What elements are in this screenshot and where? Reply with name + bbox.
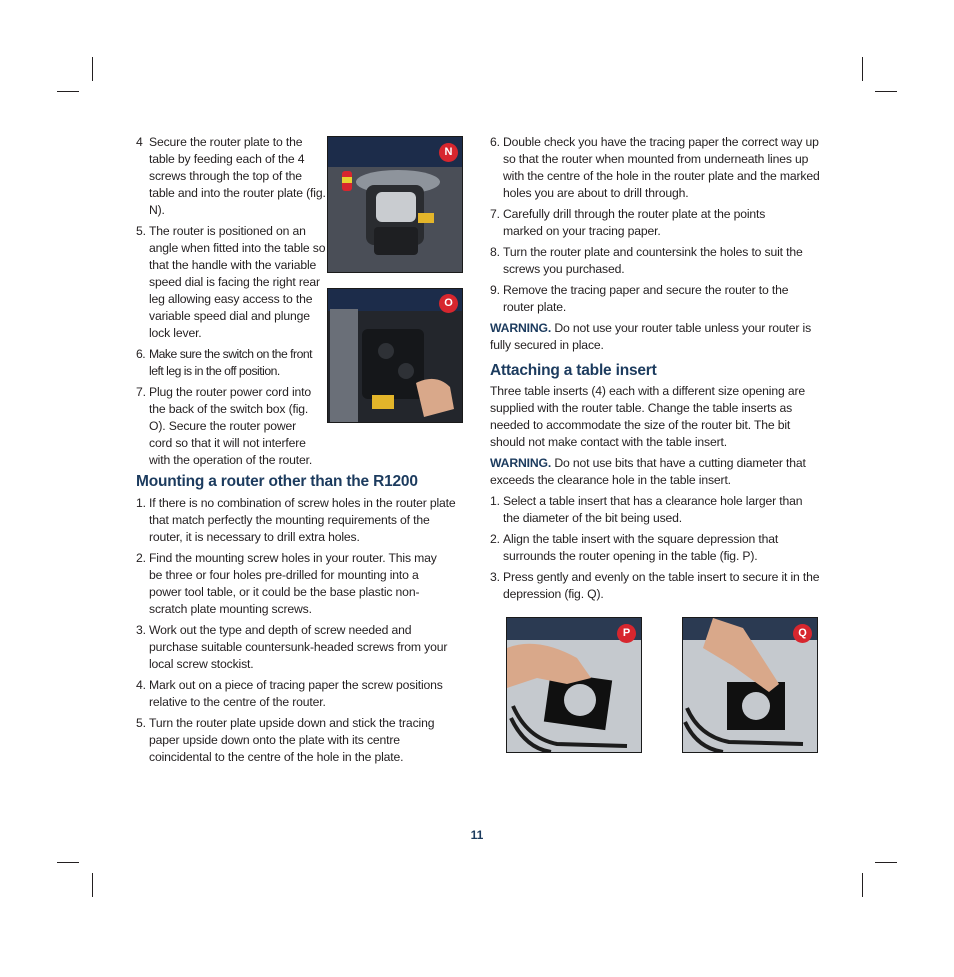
list-item [490,569,822,603]
crop-mark [875,862,897,863]
item-text: Double check you have the tracing paper the correct way up so that the router when mounted from underneath lines up with the centre of the hole in the router plate and the marked holes you are about to drill through. [503,135,820,200]
item-number: 4. [136,678,146,692]
warning-text: Do not use bits that have a cutting diameter that exceeds the clearance hole in the table insert. [490,456,806,487]
item-text: Work out the type and depth of screw needed and purchase suitable countersunk-headed screws from your local screw stockist. [149,623,448,671]
list-item [136,622,449,673]
crop-mark [92,57,93,81]
item-number: 2. [490,532,500,546]
list-item [136,677,456,711]
list-item [490,493,822,527]
item-text: The router is positioned on an angle when fitted into the table so that the handle with the variable speed dial is facing the right rear leg allowing easy access to the variable speed dial and plunge lock lever. [149,224,326,340]
item-text: Align the table insert with the square depression that surrounds the router opening in the table (fig. P). [503,532,779,563]
item-number: 4 [136,135,143,149]
item-text: Select a table insert that has a clearance hole larger than the diameter of the bit being used. [503,494,803,525]
crop-mark [57,862,79,863]
crop-mark [862,57,863,81]
crop-mark [57,91,79,92]
crop-mark [875,91,897,92]
list-item [490,282,821,316]
item-text: Turn the router plate upside down and stick the tracing paper upside down onto the plate with its centre coincidental to the centre of the hole in the plate. [149,716,435,764]
item-text: Secure the router plate to the table by feeding each of the 4 screws through the top of the table and into the router plate (fig. N). [149,135,326,217]
figure-label-q: Q [793,624,812,643]
list-item [136,346,329,380]
warning-text: Do not use your router table unless your router is fully secured in place. [490,321,812,352]
item-text: Mark out on a piece of tracing paper the screw positions relative to the centre of the router. [149,678,443,709]
list-item [136,134,327,219]
list-item [136,223,329,342]
warning-label: WARNING. [490,321,552,335]
figure-label-p: P [617,624,636,643]
figure-q [682,617,818,753]
item-number: 5. [136,224,146,238]
item-number: 1. [136,496,146,510]
list-item [490,134,822,202]
crop-mark [92,873,93,897]
section-heading: Mounting a router other than the R1200 [136,473,418,490]
item-text: Make sure the switch on the front left leg is in the off position. [149,347,313,378]
list-item [136,550,447,618]
list-item [136,715,459,766]
warning-paragraph [490,455,822,489]
figure-label-n: N [439,143,458,162]
list-item [136,495,456,546]
item-number: 8. [490,245,500,259]
page-number: 11 [470,828,484,842]
left-column-section [136,473,456,766]
item-number: 6. [136,347,146,361]
item-number: 7. [136,385,146,399]
warning-paragraph [490,320,822,354]
item-text: Find the mounting screw holes in your router. This may be three or four holes pre-drilled for mounting into a power tool table, or it could be the base plastic non-scratch plate mounting screws. [149,551,437,616]
section-heading: Attaching a table insert [490,362,657,379]
item-text: Remove the tracing paper and secure the router to the router plate. [503,283,789,314]
item-number: 5. [136,716,146,730]
right-column [490,134,822,603]
list-item [490,244,821,278]
item-text: Turn the router plate and countersink the holes to suit the screws you purchased. [503,245,803,276]
item-number: 7. [490,207,500,221]
figure-label-o: O [439,294,458,313]
item-number: 9. [490,283,500,297]
item-text [149,384,385,469]
left-column [136,134,466,469]
list-item [490,206,803,240]
item-number: 3. [490,570,500,584]
figure-p [506,617,642,753]
intro-paragraph: Three table inserts (4) each with a different size opening are supplied with the router table. Change the table inserts as needed to accommodate the size of the router bit. The bit should not make contact with the table insert. [490,384,805,449]
item-number: 1. [490,494,500,508]
crop-mark [862,873,863,897]
item-text-span: Plug the router power cord into the back of the switch box (fig. O). Secure the router power cord so that it will not interfere with the operation of the router. [149,385,313,467]
list-item [490,531,803,565]
item-text: Press gently and evenly on the table insert to secure it in the depression (fig. Q). [503,570,820,601]
list-item [136,384,385,469]
item-text: If there is no combination of screw holes in the router plate that match perfectly the mounting requirements of the router, it is necessary to drill extra holes. [149,496,456,544]
item-number: 3. [136,623,146,637]
item-number: 6. [490,135,500,149]
item-number: 2. [136,551,146,565]
item-text: Carefully drill through the router plate at the points marked on your tracing paper. [503,207,766,238]
warning-label: WARNING. [490,456,552,470]
